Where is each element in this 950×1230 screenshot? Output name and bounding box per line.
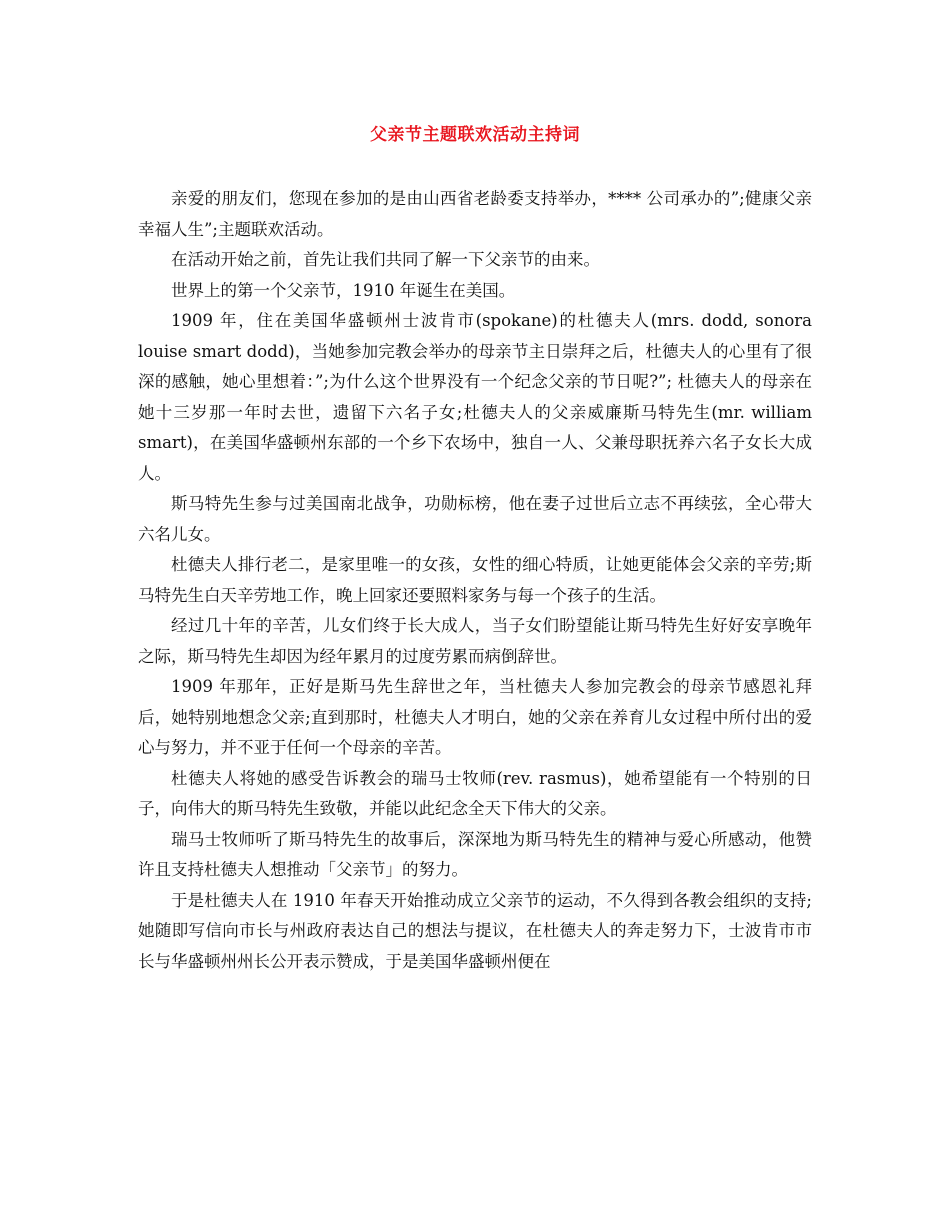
paragraph: 杜德夫人将她的感受告诉教会的瑞马士牧师(rev. rasmus)，她希望能有一个特别的日子，向伟大的斯马特先生致敬，并能以此纪念全天下伟大的父亲。 — [138, 768, 812, 818]
paragraph: 世界上的第一个父亲节，1910 年诞生在美国。 — [171, 280, 516, 300]
document-body — [138, 184, 812, 977]
paragraph: 杜德夫人排行老二，是家里唯一的女孩，女性的细心特质，让她更能体会父亲的辛劳;斯马特先生白天辛劳地工作，晚上回家还要照料家务与每一个孩子的生活。 — [138, 555, 812, 605]
paragraph: 瑞马士牧师听了斯马特先生的故事后，深深地为斯马特先生的精神与爱心所感动，他赞许且支持杜德夫人想推动「父亲节」的努力。 — [138, 829, 812, 879]
paragraph: 于是杜德夫人在 1910 年春天开始推动成立父亲节的运动，不久得到各教会组织的支持;她随即写信向市长与州政府表达自己的想法与提议，在杜德夫人的奔走努力下，士波肯市市长与华盛顿州州长公开表示赞成，于是美国华盛顿州便在 — [138, 890, 812, 971]
paragraph: 1909 年，住在美国华盛顿州士波肯市(spokane)的杜德夫人(mrs. dodd, sonora louise smart dodd)，当她参加完教会举办的母亲节主日崇拜之后，杜德夫人的心里有了很深的感触，她心里想着：”;为什么这个世界没有一个纪念父亲的节日呢?”; 杜德夫人的母亲在她十三岁那一年时去世，遗留下六名子女;杜德夫人的父亲威廉斯马特先生(mr. william smart)，在美国华盛顿州东部的一个乡下农场中，独自一人、父兼母职抚养六名子女长大成人。 — [138, 311, 812, 483]
document-title: 父亲节主题联欢活动主持词 — [370, 125, 580, 145]
paragraph: 经过几十年的辛苦，儿女们终于长大成人，当子女们盼望能让斯马特先生好好安享晚年之际，斯马特先生却因为经年累月的过度劳累而病倒辞世。 — [138, 616, 812, 666]
paragraph: 1909 年那年，正好是斯马先生辞世之年，当杜德夫人参加完教会的母亲节感恩礼拜后，她特别地想念父亲;直到那时，杜德夫人才明白，她的父亲在养育儿女过程中所付出的爱心与努力，并不亚于任何一个母亲的辛苦。 — [138, 677, 812, 757]
paragraph: 斯马特先生参与过美国南北战争，功勋标榜，他在妻子过世后立志不再续弦，全心带大六名儿女。 — [138, 494, 812, 544]
paragraph: 在活动开始之前，首先让我们共同了解一下父亲节的由来。 — [171, 250, 600, 269]
paragraph: 亲爱的朋友们，您现在参加的是由山西省老龄委支持举办，**** 公司承办的”;健康父亲 幸福人生”;主题联欢活动。 — [138, 189, 812, 239]
